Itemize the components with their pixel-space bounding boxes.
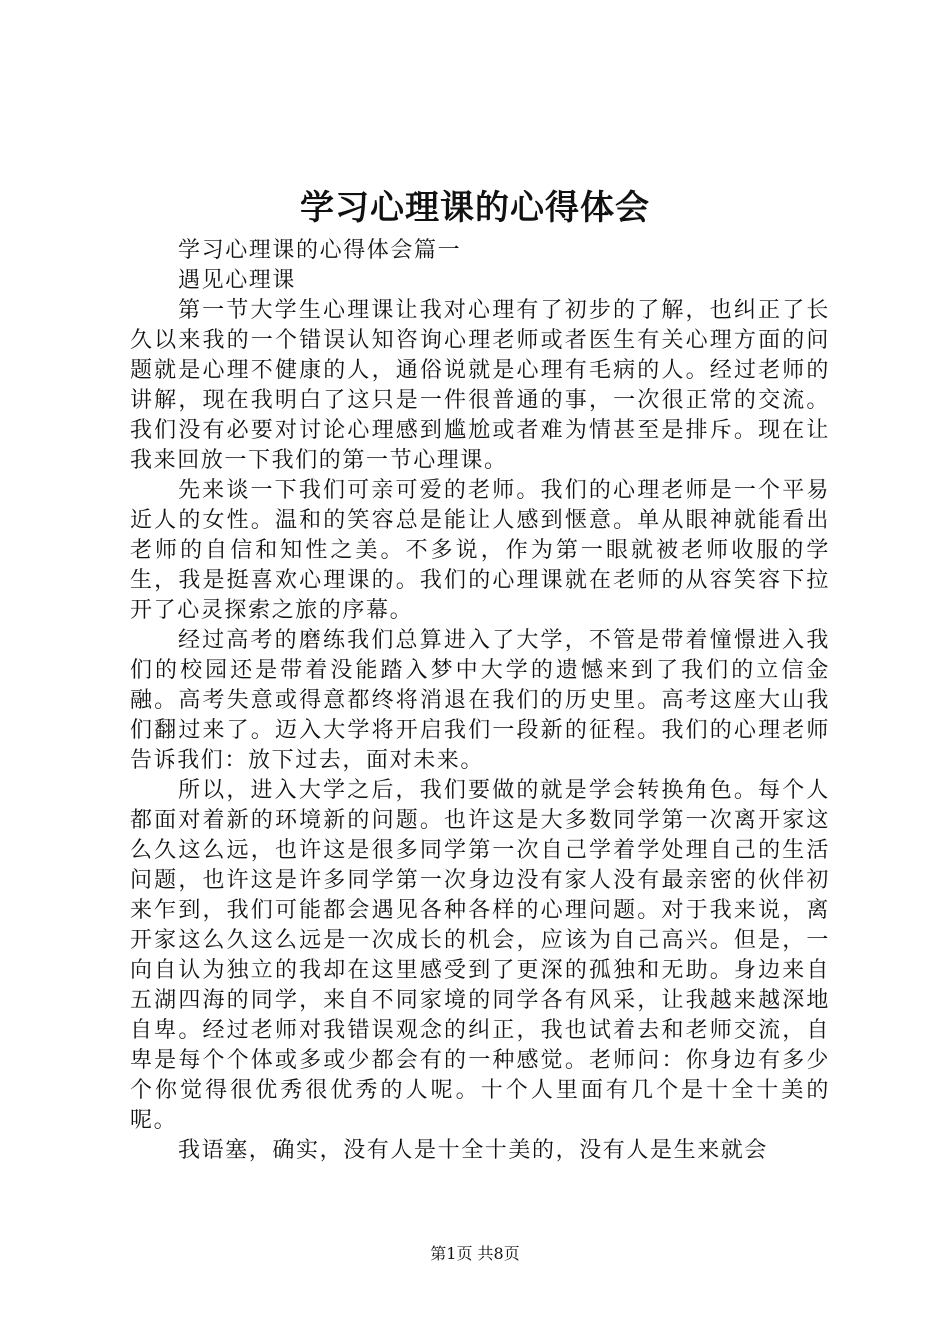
paragraph-subheading: 遇见心理课 [178,268,297,293]
document-body [130,236,830,1166]
paragraph: 先来谈一下我们可亲可爱的老师。我们的心理老师是一个平易近人的女性。温和的笑容总是能让人感到惬意。单从眼神就能看出老师的自信和知性之美。不多说，作为第一眼就被老师收服的学生，我是挺喜欢心理课的。我们的心理课就在老师的从容笑容下拉开了心灵探索之旅的序幕。 [130,478,830,623]
paragraph: 经过高考的磨练我们总算进入了大学，不管是带着憧憬进入我们的校园还是带着没能踏入梦中大学的遗憾来到了我们的立信金融。高考失意或得意都终将消退在我们的历史里。高考这座大山我们翻过来了。迈入大学将开启我们一段新的征程。我们的心理老师告诉我们：放下过去，面对未来。 [130,628,830,773]
page-footer: 第1页 共8页 [430,1244,520,1263]
document-title: 学习心理课的心得体会 [300,188,650,228]
paragraph: 我语塞，确实，没有人是十全十美的，没有人是生来就会 [178,1138,769,1163]
paragraph: 第一节大学生心理课让我对心理有了初步的了解，也纠正了长久以来我的一个错误认知咨询心理老师或者医生有关心理方面的问题就是心理不健康的人，通俗说就是心理有毛病的人。经过老师的讲解，现在我明白了这只是一件很普通的事，一次很正常的交流。我们没有必要对讨论心理感到尴尬或者难为情甚至是排斥。现在让我来回放一下我们的第一节心理课。 [130,298,830,473]
paragraph-section-heading: 学习心理课的心得体会篇一 [178,238,462,263]
paragraph: 所以，进入大学之后，我们要做的就是学会转换角色。每个人都面对着新的环境新的问题。也许这是大多数同学第一次离开家这么久这么远，也许这是很多同学第一次自己学着学处理自己的生活问题，也许这是许多同学第一次身边没有家人没有最亲密的伙伴初来乍到，我们可能都会遇见各种各样的心理问题。对于我来说，离开家这么久这么远是一次成长的机会，应该为自己高兴。但是，一向自认为独立的我却在这里感受到了更深的孤独和无助。身边来自五湖四海的同学，来自不同家境的同学各有风采，让我越来越深地自卑。经过老师对我错误观念的纠正，我也试着去和老师交流，自卑是每个个体或多或少都会有的一种感觉。老师问：你身边有多少个你觉得很优秀很优秀的人呢。十个人里面有几个是十全十美的呢。 [130,778,830,1133]
